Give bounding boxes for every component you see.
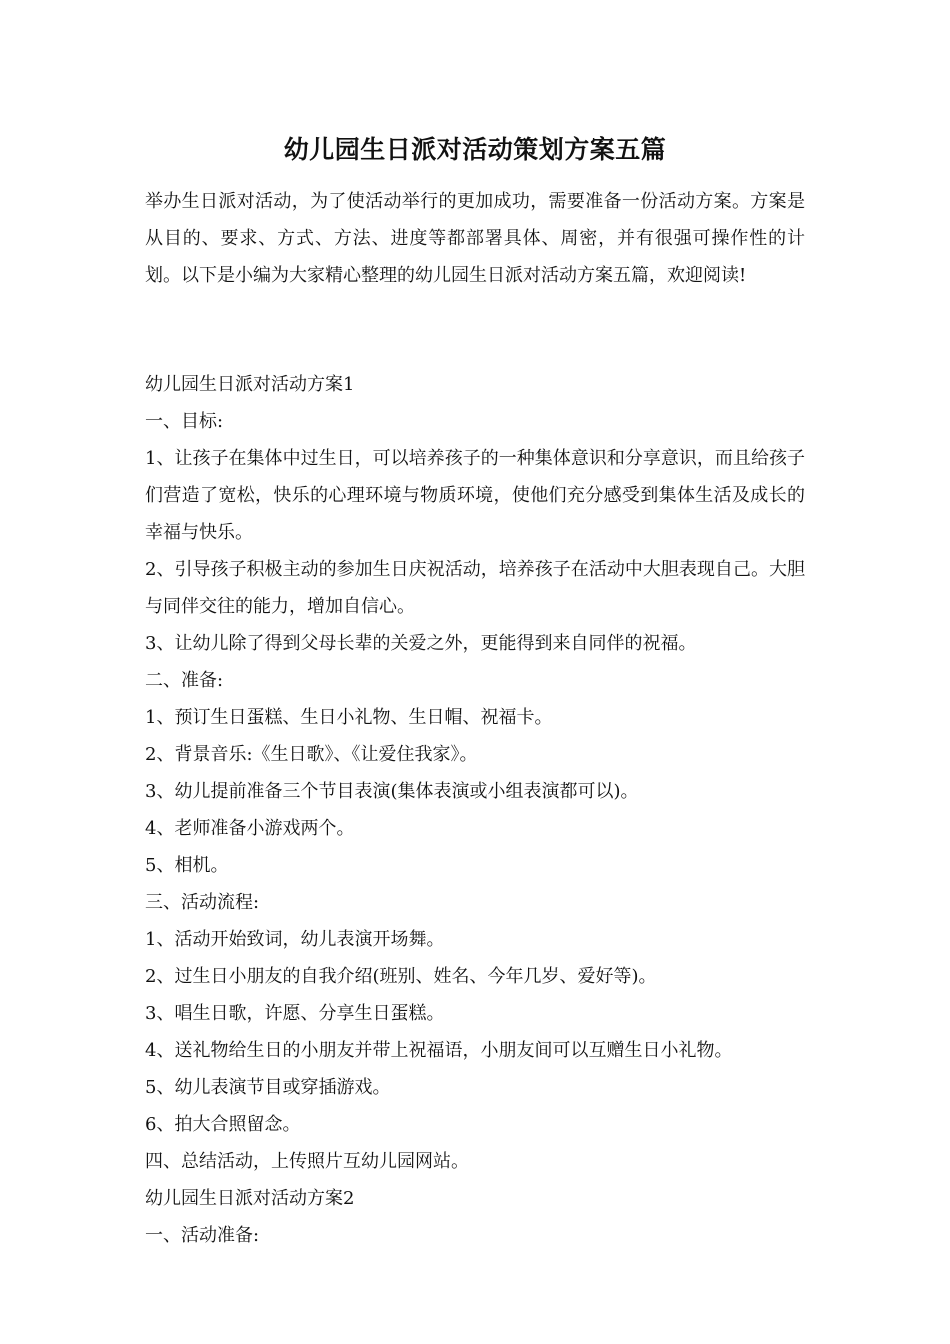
process-item-5: 5、幼儿表演节目或穿插游戏。 [145, 1077, 391, 1098]
process-item-2: 2、过生日小朋友的自我介绍(班别、姓名、今年几岁、爱好等)。 [145, 966, 657, 987]
section-heading-plan-1: 幼儿园生日派对活动方案1 [145, 374, 355, 395]
goal-item-3: 3、让幼儿除了得到父母长辈的关爱之外，更能得到来自同伴的祝福。 [145, 633, 697, 654]
prep-item-3: 3、幼儿提前准备三个节目表演(集体表演或小组表演都可以)。 [145, 781, 639, 802]
goal-item-2: 2、引导孩子积极主动的参加生日庆祝活动，培养孩子在活动中大胆表现自己。大胆与同伴交往的能力，增加自信心。 [145, 559, 805, 617]
process-item-6: 6、拍大合照留念。 [145, 1114, 301, 1135]
goal-item-1: 1、让孩子在集体中过生日，可以培养孩子的一种集体意识和分享意识，而且给孩子们营造了宽松，快乐的心理环境与物质环境，使他们充分感受到集体生活及成长的幸福与快乐。 [145, 448, 805, 543]
prep-item-5: 5、相机。 [145, 855, 229, 876]
body-content [145, 366, 805, 1254]
subheading-activity-prep: 一、活动准备: [145, 1225, 260, 1246]
document-title: 幼儿园生日派对活动策划方案五篇 [283, 135, 667, 164]
prep-item-4: 4、老师准备小游戏两个。 [145, 818, 355, 839]
prep-item-2: 2、背景音乐:《生日歌》、《让爱住我家》。 [145, 744, 478, 765]
process-item-4: 4、送礼物给生日的小朋友并带上祝福语，小朋友间可以互赠生日小礼物。 [145, 1040, 733, 1061]
subheading-summary: 四、总结活动，上传照片互幼儿园网站。 [145, 1151, 469, 1172]
process-item-1: 1、活动开始致词，幼儿表演开场舞。 [145, 929, 445, 950]
subheading-process: 三、活动流程: [145, 892, 260, 913]
process-item-3: 3、唱生日歌，许愿、分享生日蛋糕。 [145, 1003, 445, 1024]
intro-paragraph: 举办生日派对活动，为了使活动举行的更加成功，需要准备一份活动方案。方案是从目的、要求、方式、方法、进度等都部署具体、周密，并有很强可操作性的计划。以下是小编为大家精心整理的幼儿园生日派对活动方案五篇，欢迎阅读! [145, 191, 805, 286]
section-heading-plan-2: 幼儿园生日派对活动方案2 [145, 1188, 355, 1209]
subheading-preparation: 二、准备: [145, 670, 224, 691]
subheading-goals: 一、目标: [145, 411, 224, 432]
prep-item-1: 1、预订生日蛋糕、生日小礼物、生日帽、祝福卡。 [145, 707, 553, 728]
